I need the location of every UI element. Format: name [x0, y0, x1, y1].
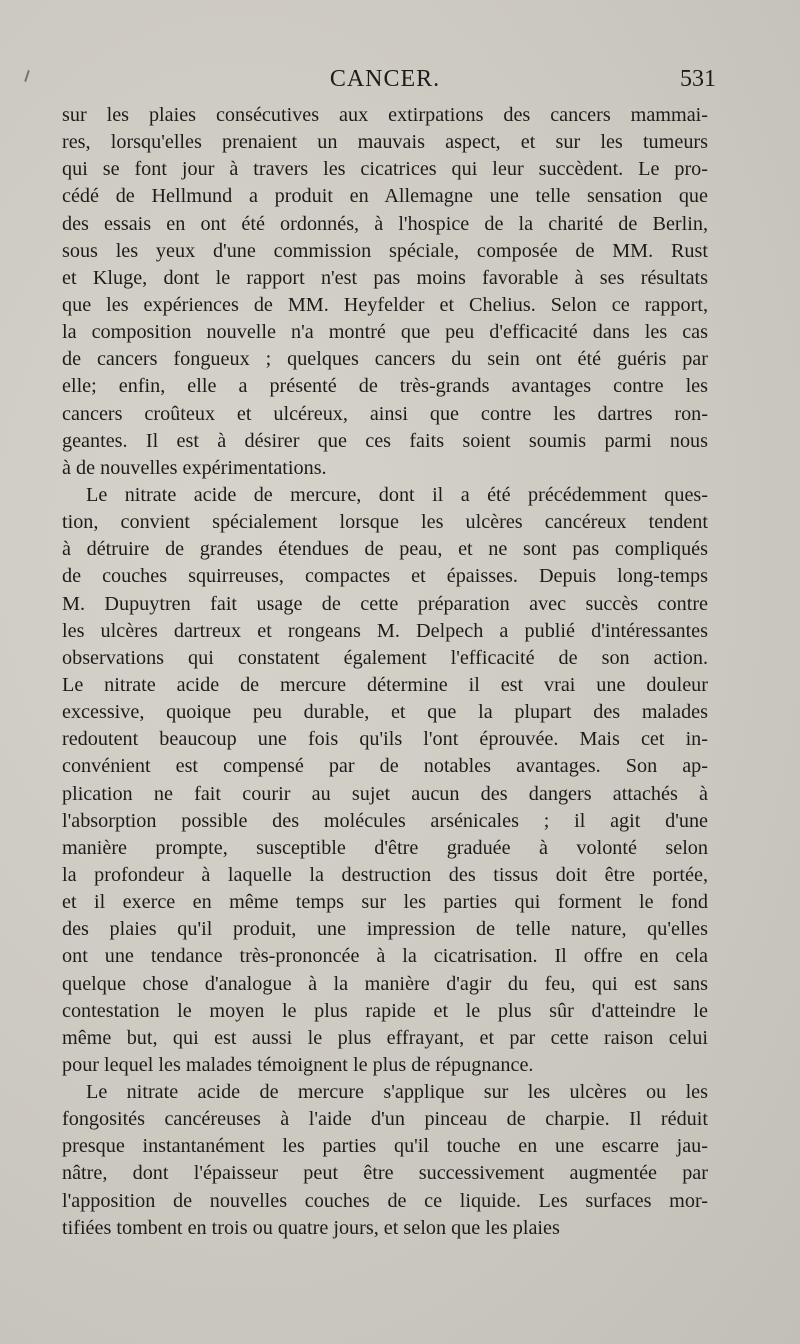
- text-line: Le nitrate acide de mercure, dont il a été précédemment ques-: [86, 483, 708, 506]
- text-line: qui se font jour à travers les cicatrices qui leur succèdent. Le pro-: [62, 158, 708, 181]
- text-line: cancers croûteux et ulcéreux, ainsi que contre les dartres ron-: [62, 402, 708, 425]
- text-line: geantes. Il est à désirer que ces faits soient soumis parmi nous: [62, 429, 708, 452]
- text-line: même but, qui est aussi le plus effrayant, et par cette raison celui: [62, 1026, 708, 1049]
- body-text: [62, 102, 708, 1242]
- text-line: la composition nouvelle n'a montré que peu d'efficacité dans les cas: [62, 321, 708, 344]
- text-line: Le nitrate acide de mercure s'applique sur les ulcères ou les: [86, 1081, 708, 1104]
- text-line: manière prompte, susceptible d'être graduée à volonté selon: [62, 836, 708, 859]
- text-line: tifiées tombent en trois ou quatre jours, et selon que les plaies: [62, 1216, 560, 1239]
- text-line: de cancers fongueux ; quelques cancers du sein ont été guéris par: [62, 348, 708, 371]
- text-line: res, lorsqu'elles prenaient un mauvais aspect, et sur les tumeurs: [62, 131, 708, 154]
- running-head-title: CANCER.: [329, 66, 441, 92]
- text-line: l'absorption possible des molécules arsénicales ; il agit d'une: [62, 809, 708, 832]
- text-line: sur les plaies consécutives aux extirpations des cancers mammai-: [62, 104, 708, 126]
- text-line: excessive, quoique peu durable, et que la plupart des malades: [62, 701, 708, 724]
- paragraph: [62, 1079, 708, 1242]
- paragraph: [62, 482, 708, 1079]
- text-line: contestation le moyen le plus rapide et le plus sûr d'atteindre le: [62, 999, 708, 1022]
- text-line: et Kluge, dont le rapport n'est pas moins favorable à ses résultats: [62, 266, 708, 289]
- text-line: la profondeur à laquelle la destruction des tissus doit être portée,: [62, 863, 708, 886]
- text-line: sous les yeux d'une commission spéciale, composée de MM. Rust: [62, 239, 708, 262]
- text-line: presque instantanément les parties qu'il touche en une escarre jau-: [62, 1135, 708, 1158]
- text-line: des essais en ont été ordonnés, à l'hospice de la charité de Berlin,: [62, 212, 708, 235]
- text-line: plication ne fait courir au sujet aucun des dangers attachés à: [62, 782, 708, 805]
- text-line: fongosités cancéreuses à l'aide d'un pinceau de charpie. Il réduit: [62, 1108, 708, 1131]
- text-line: quelque chose d'analogue à la manière d'agir du feu, qui est sans: [62, 972, 708, 995]
- paragraph: [62, 102, 708, 482]
- text-line: ont une tendance très-prononcée à la cicatrisation. Il offre en cela: [62, 945, 708, 968]
- text-line: des plaies qu'il produit, une impression de telle nature, qu'elles: [62, 918, 708, 941]
- text-line: et il exerce en même temps sur les parties qui forment le fond: [62, 891, 708, 914]
- text-line: que les expériences de MM. Heyfelder et Chelius. Selon ce rapport,: [62, 293, 708, 316]
- text-line: pour lequel les malades témoignent le plus de répugnance.: [62, 1053, 534, 1076]
- text-line: redoutent beaucoup une fois qu'ils l'ont éprouvée. Mais cet in-: [62, 728, 708, 751]
- text-line: M. Dupuytren fait usage de cette préparation avec succès contre: [62, 592, 708, 615]
- text-line: elle; enfin, elle a présenté de très-grands avantages contre les: [62, 375, 708, 398]
- text-line: cédé de Hellmund a produit en Allemagne une telle sensation que: [62, 185, 708, 208]
- margin-mark: [24, 70, 30, 82]
- text-line: les ulcères dartreux et rongeans M. Delpech a publié d'intéressantes: [62, 619, 708, 642]
- text-line: observations qui constatent également l'efficacité de son action.: [62, 646, 708, 669]
- page-number: 531: [680, 66, 716, 92]
- text-line: de couches squirreuses, compactes et épaisses. Depuis long-temps: [62, 565, 708, 588]
- text-line: nâtre, dont l'épaisseur peut être successivement augmentée par: [62, 1162, 708, 1185]
- text-line: tion, convient spécialement lorsque les ulcères cancéreux tendent: [62, 511, 708, 534]
- text-line: à de nouvelles expérimentations.: [62, 456, 327, 479]
- text-line: l'apposition de nouvelles couches de ce liquide. Les surfaces mor-: [62, 1189, 708, 1212]
- text-line: à détruire de grandes étendues de peau, et ne sont pas compliqués: [62, 538, 708, 561]
- text-line: convénient est compensé par de notables avantages. Son ap-: [62, 755, 708, 778]
- text-line: Le nitrate acide de mercure détermine il est vrai une douleur: [62, 673, 708, 696]
- running-head: [62, 66, 716, 102]
